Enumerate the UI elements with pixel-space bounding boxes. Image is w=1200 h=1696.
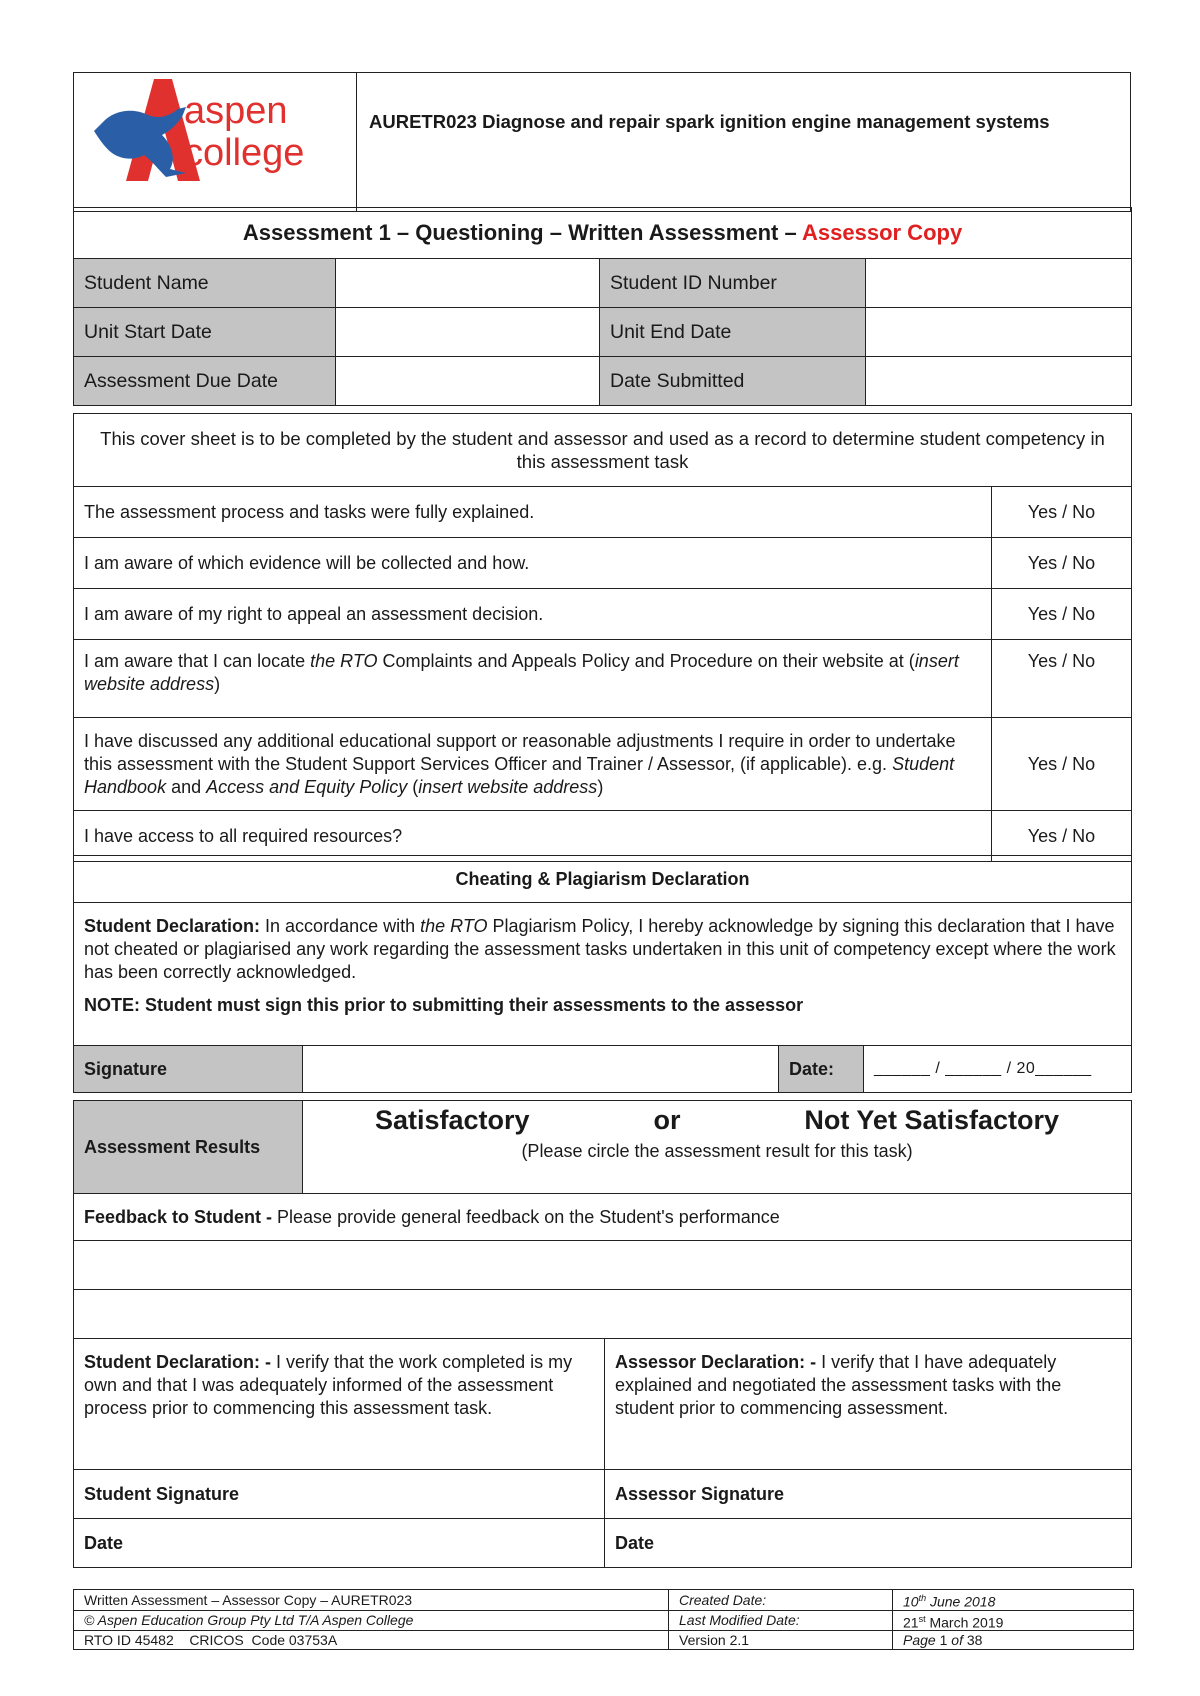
statements-table: [73, 413, 1132, 862]
footer-doc-title: Written Assessment – Assessor Copy – AURETR023: [74, 1590, 669, 1611]
statement-1: The assessment process and tasks were fully explained.: [74, 487, 992, 538]
student-name-label: Student Name: [74, 259, 336, 308]
statement-6-yes-no[interactable]: Yes / No: [992, 811, 1132, 862]
student-final-declaration: Student Declaration: - I verify that the work completed is my own and that I was adequately informed of the assessment process prior to commencing this assessment task.: [74, 1339, 605, 1470]
student-declaration-block: [74, 903, 1132, 1046]
statement-1-yes-no[interactable]: Yes / No: [992, 487, 1132, 538]
unit-end-date-field[interactable]: [866, 308, 1132, 357]
assessor-signature-field[interactable]: Assessor Signature: [605, 1470, 1132, 1519]
header-table: [73, 72, 1131, 212]
aspen-college-logo: [74, 73, 356, 205]
footer-created-date: 10th June 2018: [893, 1590, 1134, 1611]
statement-3-yes-no[interactable]: Yes / No: [992, 589, 1132, 640]
result-options: [303, 1101, 1132, 1194]
assessor-copy-label: Assessor Copy: [802, 220, 963, 245]
feedback-heading: Feedback to Student - Please provide general feedback on the Student's performance: [74, 1194, 1132, 1241]
not-yet-satisfactory-option[interactable]: Not Yet Satisfactory: [804, 1105, 1060, 1135]
declaration-heading: Cheating & Plagiarism Declaration: [74, 856, 1132, 903]
statement-4: I am aware that I can locate the RTO Complaints and Appeals Policy and Procedure on their website at (insert website address): [74, 640, 992, 718]
logo-text-aspen: aspen: [184, 90, 288, 132]
statement-4-yes-no[interactable]: Yes / No: [992, 640, 1132, 718]
declaration-note: NOTE: Student must sign this prior to submitting their assessments to the assessor: [84, 995, 804, 1015]
unit-start-date-label: Unit Start Date: [74, 308, 336, 357]
student-declaration-text: Student Declaration: In accordance with the RTO Plagiarism Policy, I hereby acknowledge by signing this declaration that I have not cheated or plagiarised any work regarding the assessment tasks undertaken in this unit of competency except where the work has been correctly acknowledged.: [84, 916, 1116, 982]
feedback-line-1[interactable]: [74, 1241, 1132, 1290]
due-date-label: Assessment Due Date: [74, 357, 336, 406]
student-name-field[interactable]: [336, 259, 600, 308]
assessment-results-label: Assessment Results: [74, 1101, 303, 1194]
assessment-info-table: [73, 207, 1132, 406]
footer-rto-id: RTO ID 45482 CRICOS Code 03753A: [74, 1631, 669, 1650]
cover-note: This cover sheet is to be completed by the student and assessor and used as a record to determine student competency in this assessment task: [74, 414, 1132, 487]
date-field[interactable]: ______ / ______ / 20______: [864, 1046, 1132, 1093]
statement-2: I am aware of which evidence will be collected and how.: [74, 538, 992, 589]
logo-text-college: college: [184, 132, 305, 174]
feedback-line-2[interactable]: [74, 1290, 1132, 1339]
footer-page-number: Page 1 of 38: [893, 1631, 1134, 1650]
student-id-label: Student ID Number: [600, 259, 866, 308]
declaration-table: [73, 855, 1132, 1093]
footer-version: Version 2.1: [669, 1631, 893, 1650]
unit-title: AURETR023 Diagnose and repair spark ignition engine management systems: [369, 111, 1050, 132]
signature-field[interactable]: [303, 1046, 779, 1093]
unit-start-date-field[interactable]: [336, 308, 600, 357]
student-id-field[interactable]: [866, 259, 1132, 308]
unit-end-date-label: Unit End Date: [600, 308, 866, 357]
student-date-field[interactable]: Date: [74, 1519, 605, 1568]
statement-5-yes-no[interactable]: Yes / No: [992, 718, 1132, 811]
statement-5: I have discussed any additional educational support or reasonable adjustments I require in order to undertake this assessment with the Student Support Services Officer and Trainer / Assessor, (if applicable). e.g. Student Handbook and Access and Equity Policy (insert website address): [74, 718, 992, 811]
assessor-final-declaration: Assessor Declaration: - I verify that I have adequately explained and negotiated the assessment tasks with the student prior to commencing assessment.: [605, 1339, 1132, 1470]
footer-modified-label: Last Modified Date:: [669, 1610, 893, 1631]
assessment-title-main: Assessment 1 – Questioning – Written Assessment –: [242, 220, 802, 245]
assessment-title: [74, 208, 1132, 259]
footer-copyright: © Aspen Education Group Pty Ltd T/A Aspen College: [74, 1610, 669, 1631]
satisfactory-option[interactable]: Satisfactory: [374, 1105, 530, 1135]
statement-2-yes-no[interactable]: Yes / No: [992, 538, 1132, 589]
date-submitted-field[interactable]: [866, 357, 1132, 406]
statement-6: I have access to all required resources?: [74, 811, 992, 862]
due-date-field[interactable]: [336, 357, 600, 406]
result-note: (Please circle the assessment result for this task): [521, 1141, 913, 1161]
date-label: Date:: [779, 1046, 864, 1093]
date-submitted-label: Date Submitted: [600, 357, 866, 406]
logo-cell: [74, 73, 357, 212]
footer-table: [73, 1589, 1134, 1650]
student-signature-field[interactable]: Student Signature: [74, 1470, 605, 1519]
footer-created-label: Created Date:: [669, 1590, 893, 1611]
or-label: or: [653, 1105, 681, 1135]
footer-modified-date: 21st March 2019: [893, 1610, 1134, 1631]
assessor-date-field[interactable]: Date: [605, 1519, 1132, 1568]
statement-3: I am aware of my right to appeal an assessment decision.: [74, 589, 992, 640]
signature-label: Signature: [74, 1046, 303, 1093]
results-table: [73, 1100, 1132, 1568]
unit-title-cell: [357, 73, 1131, 212]
